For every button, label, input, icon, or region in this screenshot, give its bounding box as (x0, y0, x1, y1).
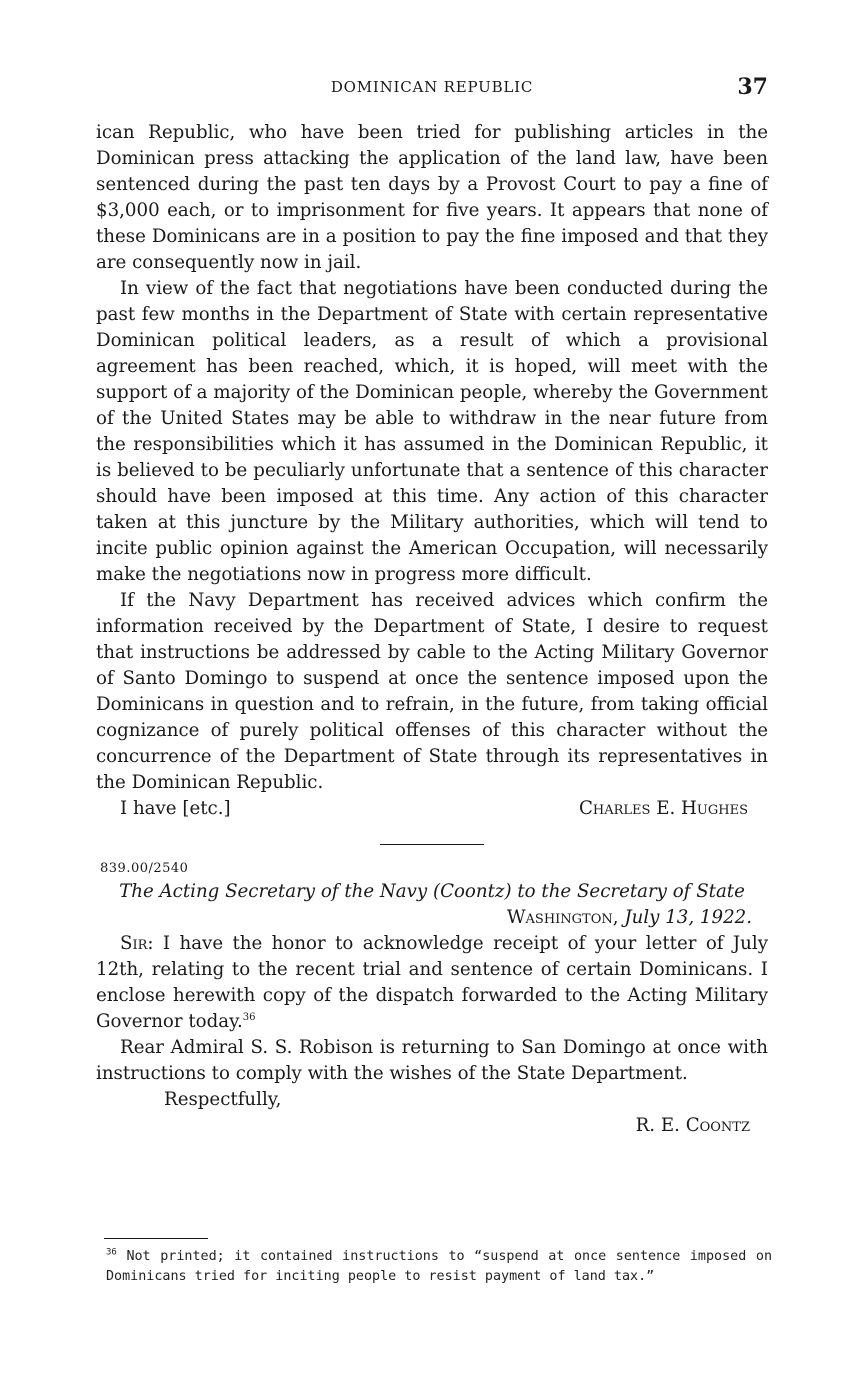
letter1-closing: I have [etc.] (120, 798, 231, 819)
running-title: DOMINICAN REPUBLIC (330, 78, 534, 96)
letter2-closing: Respectfully, (164, 1089, 282, 1110)
letter1-paragraph-2: In view of the fact that negotiations have been conducted during the past few months in the Department of State with certain representative Dominican political leaders, as a result of which a provisional agreement has been reached, which, it is hoped, will meet with the support of a majority of the Dominican people, whereby the Government of the United States may be able to withdraw in the near future from the responsibilities which it has assumed in the Dominican Republic, it is believed to be peculiarly unfortunate that a sentence of this character should have been imposed at this time. Any action of this character taken at this juncture by the Military authorities, which will tend to incite public opinion against the American Occupation, will necessarily make the negotiations now in progress more difficult. (96, 278, 768, 585)
letter1-signature-row (96, 796, 768, 822)
footnote-text: Not printed; it contained instructions to “suspend at once sentence imposed on Dominicans tried for inciting people to resist payment of land tax.” (106, 1249, 773, 1284)
dateline-place: Washington, (506, 907, 619, 928)
page-body (96, 120, 768, 1139)
footnote-mark: 36 (106, 1247, 117, 1258)
page-number: 37 (737, 74, 768, 100)
dateline (96, 905, 768, 931)
letter1-paragraph-1: ican Republic, who have been tried for publishing articles in the Dominican press attacking the application of the land law, have been sentenced during the past ten days by a Provost Court to pay a fine of $3,000 each, or to imprisonment for five years. It appears that none of these Dominicans are in a position to pay the fine imposed and that they are consequently now in jail. (96, 122, 768, 273)
dateline-date: July 13, 1922. (624, 907, 752, 928)
footnote-reference: 36 (242, 1011, 256, 1023)
letter2-paragraph-1-text: : I have the honor to acknowledge receipt of your letter of July 12th, relating to the recent trial and sentence of certain Dominicans. I enclose herewith copy of the dispatch forwarded to the Acting Military Governor today. (96, 933, 768, 1032)
letter2-paragraph-1 (96, 931, 768, 1035)
letter1-signer: Charles E. Hughes (578, 798, 748, 819)
letter2-paragraph-2: Rear Admiral S. S. Robison is returning to San Domingo at once with instructions to comply with the wishes of the State Department. (96, 1037, 768, 1084)
footnote (106, 1247, 772, 1287)
footnote-rule (104, 1238, 208, 1239)
salutation: Sir (120, 933, 148, 954)
file-number: 839.00/2540 (100, 861, 189, 876)
running-head (96, 74, 768, 104)
letter2-signer: R. E. Coontz (635, 1115, 750, 1136)
letter1-paragraph-3: If the Navy Department has received advices which confirm the information received by the Department of State, I desire to request that instructions be addressed by cable to the Acting Military Governor of Santo Domingo to suspend at once the sentence imposed upon the Dominicans in question and to refrain, in the future, from taking official cognizance of purely political offenses of this character without the concurrence of the Department of State through its representatives in the Dominican Republic. (96, 590, 768, 793)
section-divider (380, 844, 484, 845)
document-heading: The Acting Secretary of the Navy (Coontz) to the Secretary of State (119, 881, 745, 902)
